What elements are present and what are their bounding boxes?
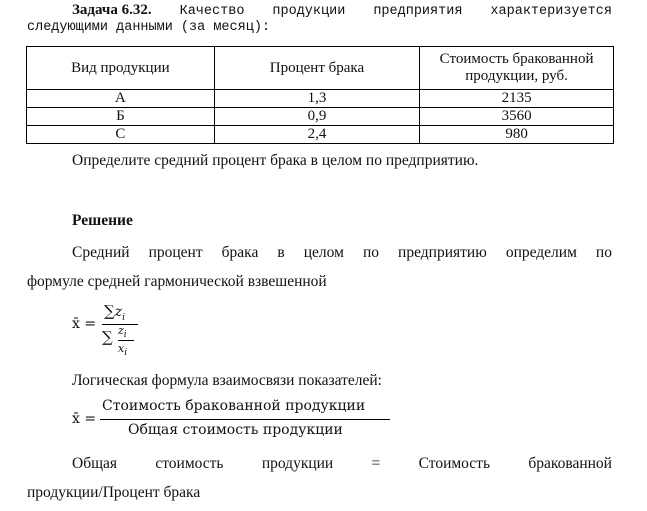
harmonic-mean-formula xyxy=(72,300,152,362)
formula-numerator: Стоимость бракованной продукции xyxy=(102,398,366,414)
logical-formula xyxy=(72,398,392,444)
table-row xyxy=(27,126,614,144)
word: Средний xyxy=(72,244,130,261)
solution-paragraph1-line1 xyxy=(72,244,612,262)
header-defect-cost: Стоимость бракованной продукции, руб. xyxy=(420,47,614,90)
header-defect-percent: Процент брака xyxy=(214,47,419,90)
header-product-type: Вид продукции xyxy=(27,47,215,90)
question-text: Определите средний процент брака в целом по предприятию. xyxy=(72,152,479,169)
cell-percent: 1,3 xyxy=(214,90,419,108)
solution-paragraph2: Логическая формула взаимосвязи показателей: xyxy=(72,372,382,389)
sum-symbol: ∑ xyxy=(102,328,113,346)
table-row xyxy=(27,90,614,108)
var-x: x xyxy=(118,342,125,355)
word: процент xyxy=(148,244,203,261)
solution-heading: Решение xyxy=(72,212,133,229)
word: по xyxy=(362,244,380,261)
formula-lhs: x̄ = xyxy=(72,411,97,427)
word: продукции xyxy=(261,455,334,472)
subscript-i: i xyxy=(122,312,125,323)
cell-cost: 3560 xyxy=(420,108,614,126)
table-row xyxy=(27,108,614,126)
var-z: z xyxy=(114,304,123,320)
cell-product: Б xyxy=(27,108,215,126)
cell-percent: 0,9 xyxy=(214,108,419,126)
word: = xyxy=(371,455,381,472)
cell-cost: 2135 xyxy=(420,90,614,108)
formula-numerator xyxy=(104,302,125,323)
task-label: Задача 6.32. xyxy=(72,2,152,18)
word: предприятию xyxy=(398,244,487,261)
data-table xyxy=(26,46,614,144)
formula-lhs: x̄ = xyxy=(72,316,97,332)
solution-paragraph3-line2: продукции/Процент брака xyxy=(27,484,201,501)
cell-product: А xyxy=(27,90,215,108)
word: Стоимость xyxy=(418,455,491,472)
word: по xyxy=(595,244,612,261)
task-word: продукции xyxy=(272,4,346,19)
word: стоимость xyxy=(155,455,224,472)
cell-cost: 980 xyxy=(420,126,614,144)
task-word: предприятия xyxy=(373,4,463,19)
word: брака xyxy=(221,244,259,261)
task-word: Качество xyxy=(179,4,245,19)
inner-denominator xyxy=(118,342,127,358)
word: в xyxy=(277,244,285,261)
inner-numerator xyxy=(118,324,127,340)
task-statement-line1 xyxy=(72,2,612,20)
sum-symbol: ∑ xyxy=(104,302,115,320)
solution-paragraph3-line1 xyxy=(72,455,612,473)
subscript-i: i xyxy=(124,348,128,359)
word: Общая xyxy=(72,455,118,472)
fraction-bar xyxy=(100,419,390,420)
solution-paragraph1-line2: формуле средней гармонической взвешенной xyxy=(27,273,327,290)
word: определим xyxy=(505,244,577,261)
table-header-row xyxy=(27,47,614,90)
task-statement-line2: следующими данными (за месяц): xyxy=(27,20,271,35)
formula-denominator: Общая стоимость продукции xyxy=(128,422,343,438)
task-word: характеризуется xyxy=(490,4,612,19)
inner-fraction-bar xyxy=(118,340,134,341)
cell-percent: 2,4 xyxy=(214,126,419,144)
subscript-i: i xyxy=(123,330,127,341)
word: бракованной xyxy=(528,455,612,472)
cell-product: С xyxy=(27,126,215,144)
var-z: z xyxy=(118,324,124,337)
word: целом xyxy=(303,244,344,261)
